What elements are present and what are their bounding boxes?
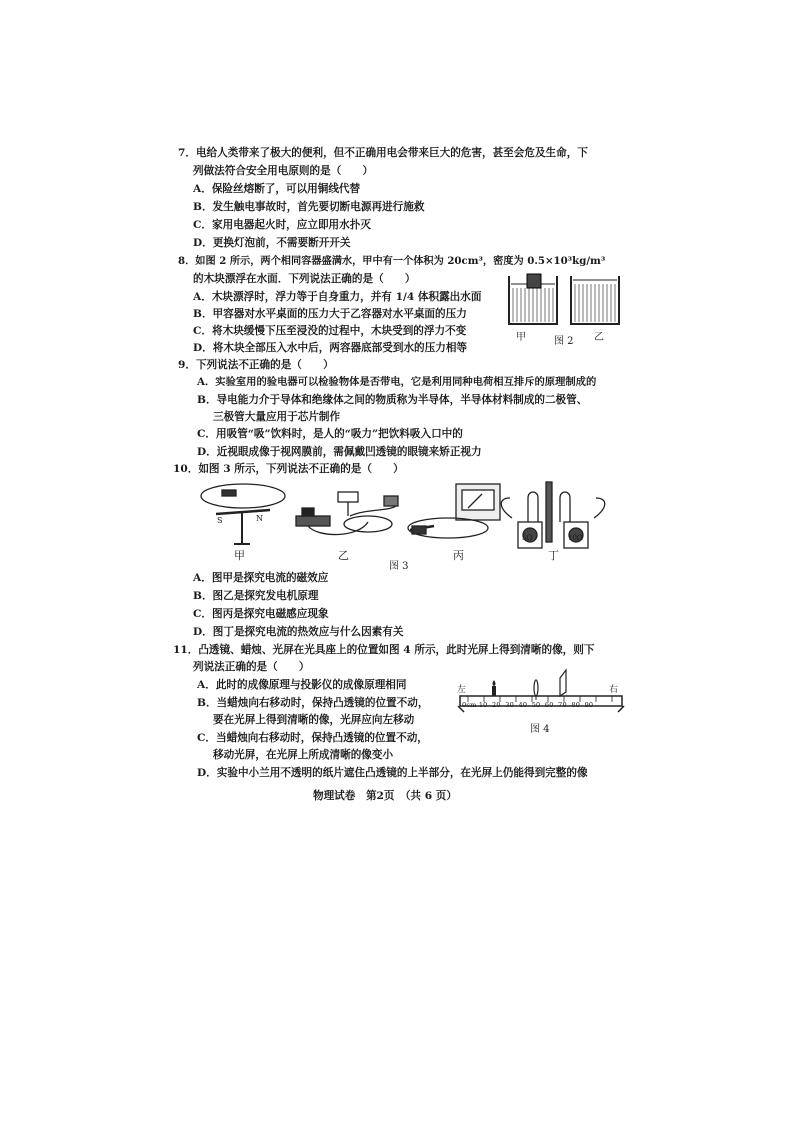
fig3-label-jia: 甲 bbox=[234, 549, 245, 562]
q11-option-b-line1: B．当蜡烛向右移动时，保持凸透镜的位置不动， bbox=[197, 697, 429, 709]
figure-4-caption: 图 4 bbox=[530, 724, 550, 735]
figure-2-label-yi: 乙 bbox=[594, 332, 604, 343]
q9-option-b-line1: B．导电能力介于导体和绝缘体之间的物质称为半导体，半导体材料制成的二极管、 bbox=[197, 394, 588, 406]
fig4-tick-50: 50 bbox=[531, 701, 541, 709]
fig4-tick-60: 60 bbox=[544, 701, 554, 709]
q10-stem: 10．如图 3 所示，下列说法不正确的是（ ） bbox=[173, 463, 404, 475]
fig4-left-label: 左 bbox=[457, 685, 467, 695]
q9-stem: 9．下列说法不正确的是（ ） bbox=[178, 359, 334, 371]
fig3-resistor-5: 5Ω bbox=[522, 534, 533, 542]
fig4-tick-10: 10 bbox=[478, 701, 488, 709]
q9-option-b-line2: 三极管大量应用于芯片制作 bbox=[213, 411, 341, 423]
fig4-tick-80: 80 bbox=[571, 701, 581, 709]
fig4-tick-0: 0cm bbox=[462, 701, 477, 709]
q7-stem-line1: 7．电给人类带来了极大的便利，但不正确用电会带来巨大的危害，甚至会危及生命，下 bbox=[178, 147, 588, 159]
fig4-right-label: 右 bbox=[609, 685, 619, 695]
fig4-scale bbox=[462, 701, 593, 709]
q9-option-c: C．用吸管“吸”饮料时，是人的“吸力”把饮料吸入口中的 bbox=[197, 428, 463, 440]
fig4-tick-70: 70 bbox=[558, 701, 567, 709]
q9-option-a: A．实验室用的验电器可以检验物体是否带电，它是利用同种电荷相互排斥的原理制成的 bbox=[197, 376, 597, 388]
fig4-tick-40: 40 bbox=[518, 701, 528, 709]
figure-2-caption: 图 2 bbox=[554, 336, 574, 347]
q10-option-c: C．图丙是探究电磁感应现象 bbox=[193, 608, 329, 620]
figure-3-caption: 图 3 bbox=[389, 561, 409, 572]
fig3-magnet-n: N bbox=[256, 514, 263, 523]
beaker-yi bbox=[571, 276, 619, 324]
q11-stem-line1: 11．凸透镜、蜡烛、光屏在光具座上的位置如图 4 所示，此时光屏上得到清晰的像，则下 bbox=[173, 644, 595, 656]
q11-option-d: D．实验中小兰用不透明的纸片遮住凸透镜的上半部分，在光屏上仍能得到完整的像 bbox=[197, 767, 588, 779]
q8-option-b: B．甲容器对水平桌面的压力大于乙容器对水平桌面的压力 bbox=[193, 308, 467, 320]
fig3-yi-motor bbox=[296, 492, 398, 535]
q7-stem-line2: 列做法符合安全用电原则的是（ ） bbox=[193, 165, 374, 177]
fig3-jia-oersted bbox=[201, 484, 285, 544]
q11-option-b-line2: 要在光屏上得到清晰的像，光屏应向左移动 bbox=[213, 714, 415, 726]
page-footer: 物理试卷 第2页 （共 6 页） bbox=[313, 790, 457, 802]
q11-stem-line2: 列说法正确的是（ ） bbox=[193, 661, 310, 673]
fig3-magnet-s: S bbox=[217, 516, 223, 525]
fig3-resistor-10: 10Ω bbox=[568, 534, 583, 542]
q10-option-b: B．图乙是探究发电机原理 bbox=[193, 590, 319, 602]
q11-option-c-line1: C．当蜡烛向右移动时，保持凸透镜的位置不动， bbox=[197, 732, 428, 744]
figure-3-apparatus bbox=[198, 478, 608, 568]
beaker-jia bbox=[509, 274, 557, 324]
q11-option-a: A．此时的成像原理与投影仪的成像原理相同 bbox=[197, 679, 407, 691]
fig3-ding-joule bbox=[501, 482, 605, 548]
figure-2-label-jia: 甲 bbox=[516, 332, 526, 343]
fig4-tick-20: 20 bbox=[492, 701, 501, 709]
q8-option-a: A．木块漂浮时，浮力等于自身重力，并有 1/4 体积露出水面 bbox=[193, 291, 482, 303]
q8-option-d: D．将木块全部压入水中后，两容器底部受到水的压力相等 bbox=[193, 342, 468, 354]
q7-option-a: A．保险丝熔断了，可以用铜线代替 bbox=[193, 183, 361, 195]
fig3-label-bing: 丙 bbox=[453, 549, 464, 562]
q8-stem-line1: 8．如图 2 所示，两个相同容器盛满水，甲中有一个体积为 20cm³，密度为 0.5×10³kg/m³ bbox=[178, 255, 606, 267]
q7-option-b: B．发生触电事故时，首先要切断电源再进行施救 bbox=[193, 201, 425, 213]
q10-option-d: D．图丁是探究电流的热效应与什么因素有关 bbox=[193, 626, 404, 638]
fig4-tick-90: 90 bbox=[584, 701, 594, 709]
light-screen bbox=[560, 670, 566, 696]
q11-option-c-line2: 移动光屏，在光屏上所成清晰的像变小 bbox=[213, 749, 394, 761]
convex-lens bbox=[534, 680, 538, 700]
fig3-label-ding: 丁 bbox=[548, 549, 559, 562]
q9-option-d: D．近视眼成像于视网膜前，需佩戴凹透镜的眼镜来矫正视力 bbox=[197, 446, 482, 458]
q7-option-c: C．家用电器起火时，应立即用水扑灭 bbox=[193, 219, 371, 231]
fig3-label-yi: 乙 bbox=[338, 549, 349, 562]
q8-option-c: C．将木块缓慢下压至浸没的过程中，木块受到的浮力不变 bbox=[193, 325, 467, 337]
wood-block bbox=[527, 274, 541, 288]
fig3-bing-induction bbox=[408, 484, 500, 538]
q10-option-a: A．图甲是探究电流的磁效应 bbox=[193, 572, 329, 584]
fig4-tick-30: 30 bbox=[505, 701, 514, 709]
candle bbox=[492, 680, 496, 696]
q7-option-d: D．更换灯泡前，不需要断开开关 bbox=[193, 237, 351, 249]
q8-stem-line2: 的木块漂浮在水面．下列说法正确的是（ ） bbox=[193, 273, 416, 285]
